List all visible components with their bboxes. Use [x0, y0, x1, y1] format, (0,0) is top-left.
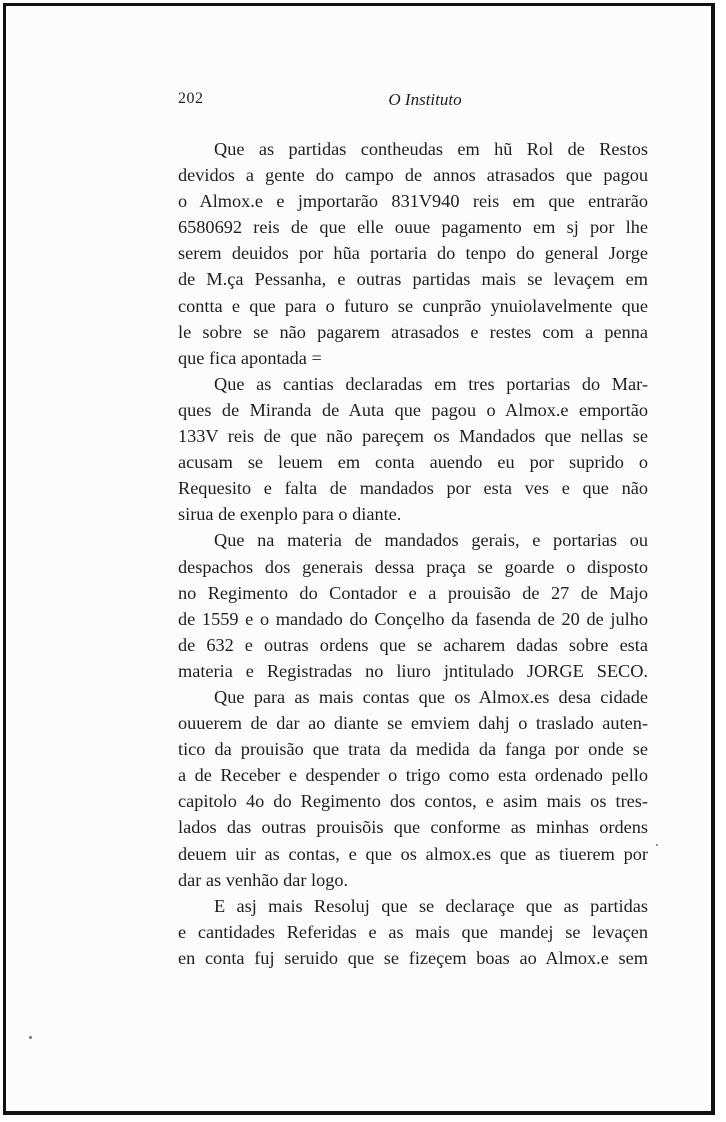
text-line: Que as cantias declaradas em tres portarias do Mar-: [214, 373, 648, 394]
text-line: lados das outras prouisõis que conforme as minhas ordens: [178, 817, 648, 838]
text-line: Que as partidas contheudas em hũ Rol de Restos: [214, 139, 648, 159]
paragraph-restos: [178, 136, 648, 371]
text-line: en conta fuj seruido que se fizeçem boas ao Almox.e sem: [178, 947, 648, 968]
text-line: ouuerem de dar ao diante se emviem dahj o traslado auten-: [178, 713, 648, 734]
text-line: dar as venhão dar logo.: [178, 869, 349, 890]
text-line: de 1559 e o mandado do Conçelho da fasenda de 20 de julho: [178, 608, 648, 629]
text-line: 133V reis de que não pareçem os Mandados que nellas se: [178, 426, 648, 447]
text-line: ques de Miranda de Auta que pagou o Almox.e emportão: [178, 399, 648, 420]
text-line: que fica apontada =: [178, 347, 322, 368]
paragraph-resoluj: [178, 893, 648, 971]
text-line: acusam se leuem em conta auendo eu por suprido o: [178, 452, 648, 473]
text-line: Requesito e falta de mandados por esta ves e que não: [178, 478, 648, 499]
text-line: Que para as mais contas que os Almox.es desa cidade: [214, 686, 648, 707]
paragraph-contas-almox: [178, 684, 648, 893]
running-title: O Instituto: [388, 90, 462, 109]
text-line: devidos a gente do campo de annos atrasados que pagou: [178, 165, 648, 186]
scan-speck: [29, 1036, 32, 1039]
text-line: e cantidades Referidas e as mais que mandej se levaçen: [178, 921, 648, 942]
paragraph-cantias: [178, 371, 648, 528]
text-line: serem deuidos por hũa portaria do tenpo do general Jorge: [178, 243, 648, 264]
text-line: no Regimento do Contador e a prouisão de 27 de Majo: [178, 582, 648, 603]
text-line: contta e que para o futuro se cunprão ynuiolavelmente que: [178, 295, 648, 316]
body-text: [178, 136, 648, 971]
scanned-page: [3, 3, 715, 1115]
text-line: capitolo 4o do Regimento dos contos, e asim mais os tres-: [178, 791, 648, 812]
text-line: de 632 e outras ordens que se acharem dadas sobre esta: [178, 634, 648, 655]
text-line: materia e Registradas no liuro jntitulado JORGE SECO.: [178, 660, 648, 681]
page-number: 202: [178, 90, 204, 107]
text-line: o Almox.e e jmportarão 831V940 reis em que entrarão: [178, 191, 648, 212]
text-line: deuem uir as contas, e que os almox.es que as tiuerem por: [178, 843, 648, 864]
text-line: le sobre se não pagarem atrasados e restes com a penna: [178, 321, 648, 342]
running-header: [178, 90, 648, 114]
text-line: sirua de exenplo para o diante.: [178, 504, 402, 525]
text-line: de M.ça Pessanha, e outras partidas mais se levaçem em: [178, 269, 648, 290]
text-line: Que na materia de mandados gerais, e portarias ou: [214, 530, 648, 551]
text-line: E asj mais Resoluj que se declaraçe que as partidas: [214, 895, 648, 916]
scan-speck: [656, 844, 658, 846]
text-line: despachos dos generais dessa praça se goarde o disposto: [178, 556, 648, 577]
paragraph-mandados-gerais: [178, 527, 648, 684]
text-line: tico da prouisão que trata da medida da fanga por onde se: [178, 739, 648, 760]
text-line: a de Receber e despender o trigo como esta ordenado pello: [178, 765, 648, 786]
text-line: 6580692 reis de que elle ouue pagamento em sj por lhe: [178, 217, 648, 238]
